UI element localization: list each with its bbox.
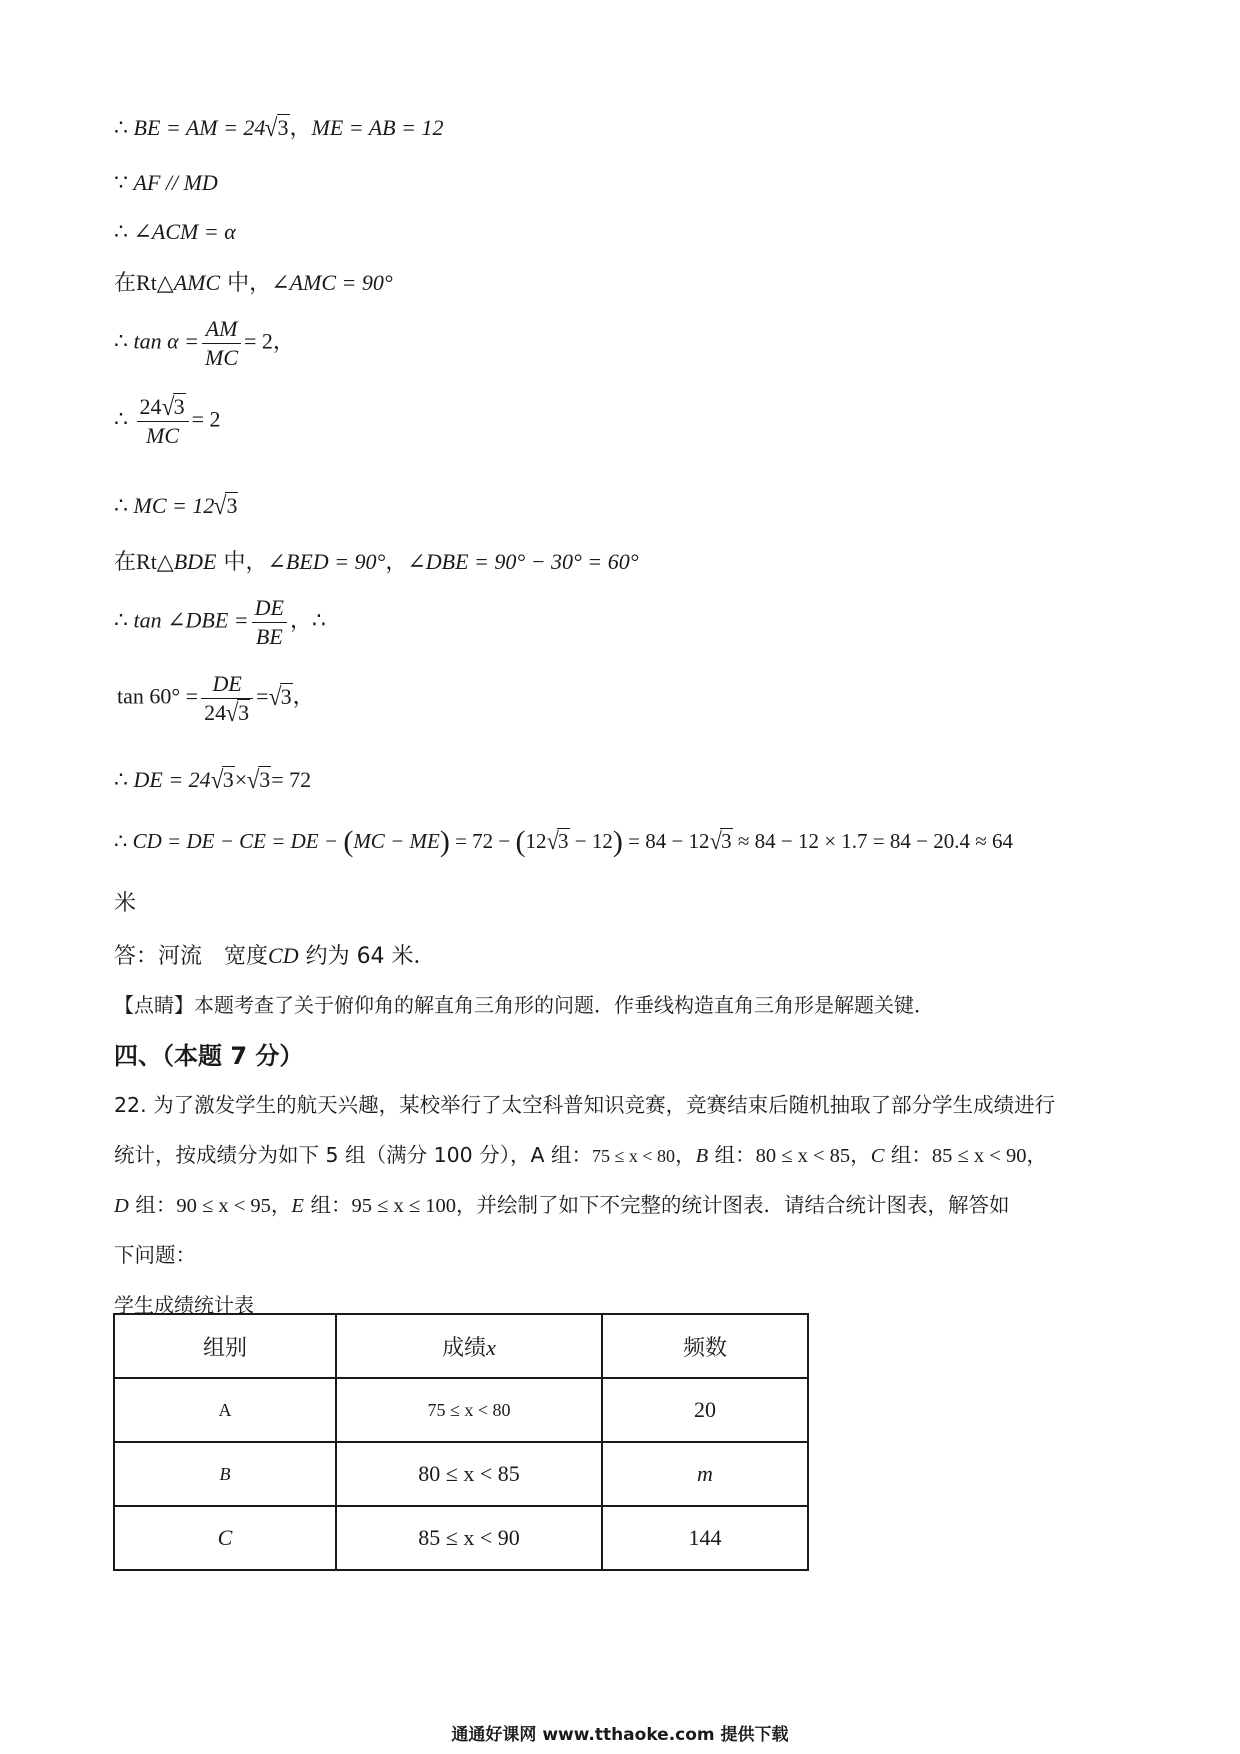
denominator-coefficient: 24 (204, 700, 227, 725)
numerator (137, 393, 189, 421)
radicand: 3 (259, 767, 271, 792)
sqrt-expression: √3 (246, 765, 271, 794)
denominator: MC (137, 421, 189, 450)
comma: ， (289, 116, 312, 141)
denominator: MC (202, 343, 241, 372)
sqrt-expression: √3 (265, 113, 289, 142)
table-row (114, 1506, 808, 1570)
comma: ， (385, 550, 408, 575)
sqrt-expression: √3 (268, 681, 292, 711)
equals-sign: = (256, 683, 269, 709)
therefore-symbol: ∴ (114, 493, 134, 518)
denominator (201, 698, 253, 727)
radicand: 3 (277, 115, 289, 140)
question-text: 22. 为了激发学生的航天兴趣，某校举行了太空科普知识竞赛，竞赛结束后随机抽取了部分学生成绩进行 (114, 1093, 1056, 1117)
header-score-label: 成绩 (442, 1335, 487, 1361)
group-letter: D (114, 1195, 129, 1217)
sqrt-expression: √3 (210, 765, 234, 794)
solution-line-10 (117, 670, 315, 727)
text: 中， (220, 271, 272, 296)
range-text: 90 ≤ x < 95 (176, 1195, 271, 1217)
equation-text: ∠ACM = α (133, 219, 236, 244)
therefore-symbol: ∴ (114, 406, 134, 432)
equation-text: MC = 12 (133, 493, 215, 518)
numerator: AM (205, 316, 238, 341)
sqrt-expression: √3 (546, 827, 569, 855)
question-text: ，并绘制了如下不完整的统计图表．请结合统计图表，解答如 (455, 1193, 1010, 1217)
question-text: 下问题： (114, 1243, 196, 1267)
radicand: 3 (226, 493, 238, 518)
question-line-3 (114, 1190, 1009, 1221)
question-text: 组： (128, 1193, 177, 1217)
therefore-symbol: ∴ (114, 328, 134, 354)
equation-text: AF // MD (133, 170, 218, 195)
range-text: 80 ≤ x < 85 (755, 1145, 851, 1167)
because-symbol: ∵ (114, 170, 134, 195)
denominator: BE (252, 622, 287, 651)
equation-text: ME = AB = 12 (311, 115, 444, 140)
range-text: 75 ≤ x < 80 (592, 1146, 676, 1166)
header-frequency: 频数 (602, 1314, 808, 1378)
section-heading (114, 1041, 303, 1071)
solution-line-13 (114, 889, 136, 919)
text: 中， (216, 550, 268, 575)
cell-group: A (114, 1378, 336, 1442)
cell-frequency: m (602, 1442, 808, 1506)
sqrt-expression: √3 (709, 827, 732, 855)
header-group: 组别 (114, 1314, 336, 1378)
equation-text: MC − ME (353, 829, 440, 853)
comment-line (114, 990, 934, 1020)
fraction (201, 670, 253, 727)
therefore-symbol: ∴ (114, 115, 134, 140)
cell-group: C (114, 1506, 336, 1570)
equation-text: = 72 (271, 767, 312, 792)
equation-text: tan 60° = (117, 683, 199, 709)
solution-line-1 (114, 113, 443, 144)
question-line-1 (114, 1090, 1055, 1120)
therefore-symbol: ∴ (114, 767, 134, 792)
equation-text: = 2， (244, 328, 295, 354)
comma: ， (292, 684, 315, 710)
radicand: 3 (238, 700, 250, 725)
unit-text: 米 (114, 891, 137, 916)
text: 答：河流 宽度 (114, 944, 269, 969)
left-paren: ( (515, 825, 526, 858)
text: 在 (114, 271, 137, 296)
group-letter: E (291, 1195, 304, 1217)
table-row (114, 1378, 808, 1442)
header-score (336, 1314, 602, 1378)
answer-line (114, 941, 436, 972)
equation-text: ≈ 84 − 12 × 1.7 = 84 − 20.4 ≈ 64 (732, 829, 1014, 853)
question-text: 统计，按成绩分为如下 5 组（满分 100 分），A 组： (114, 1143, 593, 1167)
radicand: 3 (222, 767, 234, 792)
therefore-symbol: ∴ (114, 829, 133, 853)
table-header-row (114, 1314, 808, 1378)
page-footer: 通通好课网 www.tthaoke.com 提供下载 (451, 1725, 789, 1745)
triangle-name: BDE (173, 549, 217, 574)
cell-range: 75 ≤ x < 80 (336, 1378, 602, 1442)
solution-line-7 (114, 491, 238, 521)
equation-text: BE = AM = 24 (133, 115, 266, 140)
solution-line-3 (114, 217, 236, 247)
fraction (137, 393, 189, 450)
triangle-label: Rt△ (136, 270, 174, 295)
cell-frequency: 20 (602, 1378, 808, 1442)
equation-text: CD = DE − CE = DE − (132, 829, 344, 853)
radicand: 3 (280, 683, 292, 709)
cell-group: B (114, 1442, 336, 1506)
sqrt-expression: √3 (214, 491, 238, 520)
cell-range: 85 ≤ x < 90 (336, 1506, 602, 1570)
solution-line-11 (114, 765, 311, 795)
therefore-symbol: ∴ (114, 607, 134, 633)
comment-text: 【点睛】本题考查了关于俯仰角的解直角三角形的问题．作垂线构造直角三角形是解题关键． (114, 993, 934, 1017)
equation-text: DE = 24 (133, 767, 211, 792)
segment-name: CD (268, 943, 299, 968)
right-paren: ) (439, 825, 450, 858)
text: 约为 64 米． (298, 944, 436, 969)
numerator: DE (254, 595, 284, 620)
solution-line-5 (114, 315, 295, 372)
equation-text: − 12 (569, 829, 613, 853)
text: 在 (114, 550, 137, 575)
question-line-2 (114, 1140, 1047, 1171)
group-letter: B (695, 1145, 709, 1167)
question-text: 组： (303, 1193, 352, 1217)
section-title: 四、（本题 7 分） (114, 1042, 304, 1070)
equation-text: ∠AMC = 90° (271, 270, 393, 295)
question-line-4 (114, 1240, 196, 1270)
fraction (252, 594, 287, 651)
equation-text: 12 (525, 829, 547, 853)
table-row (114, 1442, 808, 1506)
score-statistics-table (113, 1313, 809, 1571)
fraction (202, 315, 241, 372)
solution-line-9 (114, 594, 326, 651)
equation-text: tan ∠DBE = (133, 607, 249, 633)
times-sign: × (234, 767, 248, 792)
group-letter: C (870, 1145, 885, 1167)
range-text: 85 ≤ x < 90 (931, 1145, 1027, 1167)
solution-line-6 (114, 393, 221, 450)
equation-text: = 72 − (449, 829, 516, 853)
header-score-variable: x (486, 1334, 496, 1360)
solution-line-4 (114, 268, 393, 299)
question-text: 组： (708, 1143, 756, 1167)
solution-line-8 (114, 547, 639, 578)
radicand: 3 (558, 829, 569, 853)
sqrt-expression: √3 (225, 698, 250, 727)
numerator: DE (212, 671, 242, 696)
numerator-coefficient: 24 (139, 394, 162, 419)
question-text: 组： (884, 1143, 932, 1167)
range-text: 95 ≤ x ≤ 100 (351, 1195, 456, 1217)
comma: ， (1026, 1143, 1047, 1167)
triangle-label: Rt△ (136, 549, 174, 574)
therefore-symbol: ∴ (114, 219, 134, 244)
equation-text: = 2 (191, 406, 221, 432)
equation-text: ∠BED = 90° (267, 549, 386, 574)
comma: ， (675, 1143, 696, 1167)
cell-range: 80 ≤ x < 85 (336, 1442, 602, 1506)
comma: ， (850, 1143, 871, 1167)
right-paren: ) (612, 825, 623, 858)
radicand: 3 (721, 829, 732, 853)
left-paren: ( (343, 825, 354, 858)
comma: ， (270, 1193, 292, 1217)
equation-text: ∠DBE = 90° − 30° = 60° (407, 549, 639, 574)
solution-line-12 (114, 826, 1013, 857)
radicand: 3 (173, 394, 185, 419)
equation-text: = 84 − 12 (622, 829, 710, 853)
triangle-name: AMC (173, 270, 221, 295)
sqrt-expression: √3 (161, 392, 185, 421)
text: ，∴ (289, 608, 326, 634)
cell-frequency: 144 (602, 1506, 808, 1570)
equation-text: tan α = (133, 328, 200, 354)
solution-line-2 (114, 168, 218, 198)
caption-text: 学生成绩统计表 (114, 1293, 254, 1317)
